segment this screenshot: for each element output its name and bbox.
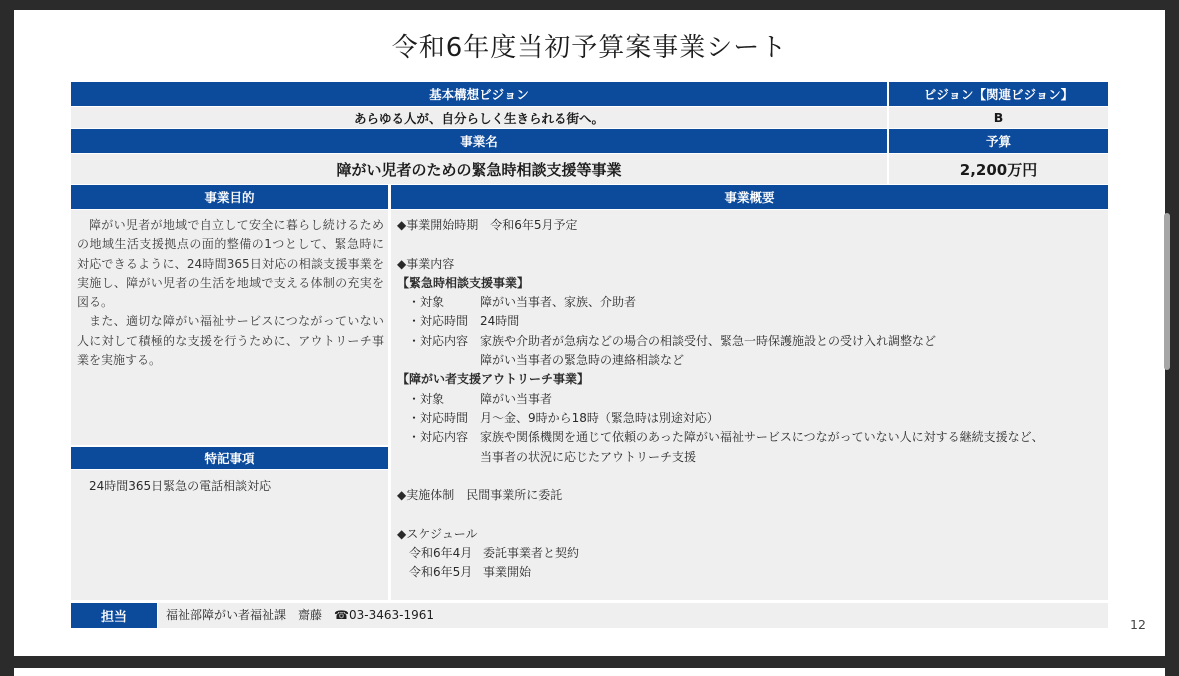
- program-row-line: 家族や関係機関を通じて依頼のあった障がい福祉サービスにつながっていない人に対する継続支援など、: [480, 430, 1044, 445]
- notes-header: 特記事項: [71, 447, 388, 469]
- notes-body: [71, 470, 388, 600]
- contact-info: [158, 603, 1108, 628]
- related-vision-header: ビジョン【関連ビジョン】: [889, 82, 1108, 106]
- schedule-event: 委託事業者と契約: [483, 546, 580, 561]
- program-row-label: ・対応時間: [408, 410, 469, 425]
- purpose-header: 事業目的: [71, 185, 388, 209]
- program-row-line: 障がい当事者、家族、介助者: [480, 295, 637, 310]
- program-name: 【障がい者支援アウトリーチ事業】: [397, 372, 590, 387]
- program-row-line: 家族や介助者が急病などの場合の相談受付、緊急一時保護施設との受け入れ調整など: [480, 333, 937, 348]
- program-name: 【緊急時相談支援事業】: [397, 275, 530, 290]
- program-row-label: ・対応内容: [408, 430, 469, 445]
- start-date-line: [397, 216, 1100, 235]
- schedule-item: [397, 544, 1100, 563]
- vision-value: あらゆる人が、自分らしく生きられる街へ。: [71, 107, 887, 128]
- program-row-label: ・対象: [408, 295, 445, 310]
- program-row-label: ・対応内容: [408, 333, 469, 348]
- program-row-line: 月～金、9時から18時（緊急時は別途対応）: [480, 410, 719, 425]
- page-title: 令和6年度当初予算案事業シート: [391, 33, 788, 63]
- program-row: [397, 293, 1100, 312]
- schedule-label: ◆スケジュール: [397, 526, 478, 541]
- program-row-value: [480, 293, 1100, 312]
- program-row-line: 障がい当事者: [480, 391, 553, 406]
- content-label: ◆事業内容: [397, 256, 455, 271]
- overview-header: 事業概要: [391, 185, 1108, 209]
- contact-phone: 03-3463-1961: [348, 608, 434, 622]
- blank-line: [397, 467, 1100, 486]
- program-row: [397, 409, 1100, 428]
- program-row-value: [480, 312, 1100, 331]
- program-row-label: ・対象: [408, 391, 445, 406]
- notes-text: 24時間365日緊急の電話相談対応: [89, 479, 272, 493]
- project-name-header: 事業名: [71, 129, 887, 153]
- next-page: [14, 668, 1165, 676]
- system-label: ◆実施体制: [397, 488, 455, 503]
- related-vision-value: B: [889, 107, 1108, 128]
- program-row-value: [480, 409, 1100, 428]
- purpose-body: [71, 210, 388, 445]
- phone-icon: ☎: [334, 608, 349, 622]
- schedule-item: [397, 563, 1100, 582]
- program-row: [397, 428, 1100, 467]
- overview-body: [391, 210, 1108, 600]
- document-page: [14, 10, 1165, 656]
- program-row: [397, 390, 1100, 409]
- start-date-label: ◆事業開始時期: [397, 218, 479, 232]
- program-row: [397, 312, 1100, 331]
- vision-header: 基本構想ビジョン: [71, 82, 887, 106]
- schedule-date: 令和6年5月: [409, 565, 473, 580]
- system-value: 民間事業所に委託: [466, 488, 563, 503]
- system-line: [397, 486, 1100, 505]
- purpose-paragraph: 障がい児者が地域で自立して安全に暮らし続けるための地域生活支援拠点の面的整備の1つとして、緊急時に対応できるように、24時間365日対応の相談支援事業を実施し、障がい児者の生活を地域で支える体制の充実を図る。: [77, 218, 384, 310]
- purpose-paragraph: また、適切な障がい福祉サービスにつながっていない人に対して積極的な支援を行うために、アウトリーチ事業を実施する。: [77, 314, 384, 368]
- program-row-line: 当事者の状況に応じたアウトリーチ支援: [480, 449, 697, 464]
- vertical-scrollbar-thumb[interactable]: [1164, 213, 1170, 370]
- budget-value: 2,200万円: [889, 154, 1108, 184]
- schedule-date: 令和6年4月: [409, 546, 473, 561]
- contact-label: 担当: [71, 603, 157, 628]
- start-date-value: 令和6年5月予定: [490, 218, 578, 232]
- contact-person: 齋藤: [298, 608, 323, 622]
- project-name-value: 障がい児者のための緊急時相談支援等事業: [71, 154, 887, 184]
- budget-header: 予算: [889, 129, 1108, 153]
- program-row-value: [480, 428, 1100, 467]
- program-row-value: [480, 332, 1100, 371]
- program-row-label: ・対応時間: [408, 314, 469, 329]
- blank-line: [397, 235, 1100, 254]
- blank-line: [397, 505, 1100, 524]
- program-row-line: 障がい当事者の緊急時の連絡相談など: [480, 353, 685, 368]
- program-row-line: 24時間: [480, 314, 520, 329]
- page-number: 12: [1130, 617, 1146, 632]
- program-row-value: [480, 390, 1100, 409]
- program-row: [397, 332, 1100, 371]
- contact-department: 福祉部障がい者福祉課: [166, 608, 287, 622]
- schedule-event: 事業開始: [483, 565, 532, 580]
